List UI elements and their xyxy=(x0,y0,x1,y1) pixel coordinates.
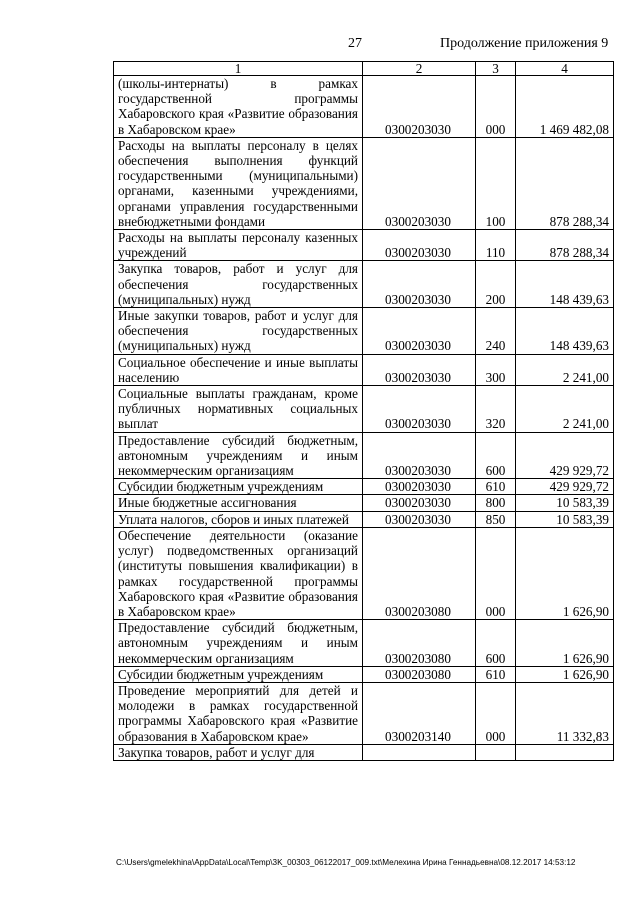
row-name-cell: Обеспечение деятельности (оказание услуг) подведомственных организаций (институты повышения квалификации) в рамках государственной программы Хабаровского края «Развитие образования в Хабаровском крае» xyxy=(114,527,363,619)
row-sum-cell: 10 583,39 xyxy=(516,495,614,511)
row-code-cell: 0300203030 xyxy=(363,230,476,261)
row-type-cell: 000 xyxy=(476,527,516,619)
row-type-cell: 000 xyxy=(476,682,516,744)
row-code-cell: 0300203030 xyxy=(363,308,476,355)
table-row xyxy=(114,76,614,138)
row-type-cell: 610 xyxy=(476,479,516,495)
row-sum-cell: 148 439,63 xyxy=(516,308,614,355)
row-name-cell: Расходы на выплаты персоналу в целях обеспечения выполнения функций государственными (муниципальными) органами, казенными учреждениями, органами управления государственными внебюджетными фондами xyxy=(114,137,363,229)
row-name-cell: Уплата налогов, сборов и иных платежей xyxy=(114,511,363,527)
table-row xyxy=(114,261,614,308)
row-name-cell: Иные бюджетные ассигнования xyxy=(114,495,363,511)
row-code-cell: 0300203030 xyxy=(363,354,476,385)
row-code-cell: 0300203140 xyxy=(363,682,476,744)
row-type-cell: 850 xyxy=(476,511,516,527)
table-row xyxy=(114,527,614,619)
row-name-cell: Субсидии бюджетным учреждениям xyxy=(114,666,363,682)
column-header: 2 xyxy=(363,62,476,76)
row-name-cell: Субсидии бюджетным учреждениям xyxy=(114,479,363,495)
row-sum-cell: 1 626,90 xyxy=(516,527,614,619)
row-sum-cell: 2 241,00 xyxy=(516,354,614,385)
row-type-cell: 300 xyxy=(476,354,516,385)
table-row xyxy=(114,432,614,479)
row-name-cell: Социальные выплаты гражданам, кроме публичных нормативных социальных выплат xyxy=(114,386,363,433)
table-row xyxy=(114,744,614,760)
table-row xyxy=(114,479,614,495)
row-sum-cell: 878 288,34 xyxy=(516,137,614,229)
row-name-cell: Иные закупки товаров, работ и услуг для обеспечения государственных (муниципальных) нужд xyxy=(114,308,363,355)
budget-table xyxy=(113,61,614,761)
row-name-cell: Закупка товаров, работ и услуг для обеспечения государственных (муниципальных) нужд xyxy=(114,261,363,308)
row-code-cell: 0300203080 xyxy=(363,666,476,682)
row-name-cell: Закупка товаров, работ и услуг для xyxy=(114,744,363,760)
table-row xyxy=(114,495,614,511)
row-sum-cell: 1 626,90 xyxy=(516,620,614,667)
row-name-cell: Проведение мероприятий для детей и молодежи в рамках государственной программы Хабаровского края «Развитие образования в Хабаровском крае» xyxy=(114,682,363,744)
appendix-caption: Продолжение приложения 9 xyxy=(440,36,609,51)
row-code-cell: 0300203030 xyxy=(363,511,476,527)
row-sum-cell: 429 929,72 xyxy=(516,432,614,479)
row-type-cell: 600 xyxy=(476,432,516,479)
row-type-cell: 100 xyxy=(476,137,516,229)
table-row xyxy=(114,682,614,744)
row-code-cell: 0300203080 xyxy=(363,620,476,667)
row-code-cell: 0300203030 xyxy=(363,386,476,433)
row-sum-cell: 1 469 482,08 xyxy=(516,76,614,138)
row-name-cell: Расходы на выплаты персоналу казенных учреждений xyxy=(114,230,363,261)
row-type-cell: 320 xyxy=(476,386,516,433)
row-sum-cell: 1 626,90 xyxy=(516,666,614,682)
row-sum-cell: 148 439,63 xyxy=(516,261,614,308)
table-row xyxy=(114,308,614,355)
row-sum-cell: 11 332,83 xyxy=(516,682,614,744)
row-type-cell: 000 xyxy=(476,76,516,138)
column-header-row xyxy=(114,62,614,76)
row-name-cell: (школы-интернаты) в рамках государственной программы Хабаровского края «Развитие образования в Хабаровском крае» xyxy=(114,76,363,138)
row-sum-cell: 878 288,34 xyxy=(516,230,614,261)
row-sum-cell: 10 583,39 xyxy=(516,511,614,527)
table-row xyxy=(114,666,614,682)
table-row xyxy=(114,511,614,527)
column-header: 4 xyxy=(516,62,614,76)
table-row xyxy=(114,230,614,261)
row-type-cell: 200 xyxy=(476,261,516,308)
row-sum-cell: 2 241,00 xyxy=(516,386,614,433)
row-type-cell: 610 xyxy=(476,666,516,682)
table-row xyxy=(114,620,614,667)
file-path-footer: C:\Users\gmelekhina\AppData\Local\Temp\3K_00303_06122017_009.txt\Мелехина Ирина Геннадьевна\08.12.2017 14:53:12 xyxy=(116,858,576,867)
column-header: 1 xyxy=(114,62,363,76)
row-name-cell: Предоставление субсидий бюджетным, автономным учреждениям и иным некоммерческим организациям xyxy=(114,432,363,479)
row-code-cell: 0300203030 xyxy=(363,261,476,308)
row-sum-cell xyxy=(516,744,614,760)
row-name-cell: Предоставление субсидий бюджетным, автономным учреждениям и иным некоммерческим организациям xyxy=(114,620,363,667)
page-number: 27 xyxy=(348,36,362,51)
row-code-cell: 0300203030 xyxy=(363,479,476,495)
table-row xyxy=(114,354,614,385)
row-code-cell: 0300203030 xyxy=(363,495,476,511)
row-type-cell: 800 xyxy=(476,495,516,511)
row-code-cell: 0300203030 xyxy=(363,76,476,138)
column-header: 3 xyxy=(476,62,516,76)
row-sum-cell: 429 929,72 xyxy=(516,479,614,495)
row-type-cell: 240 xyxy=(476,308,516,355)
row-type-cell xyxy=(476,744,516,760)
row-type-cell: 110 xyxy=(476,230,516,261)
row-type-cell: 600 xyxy=(476,620,516,667)
table-row xyxy=(114,137,614,229)
row-code-cell xyxy=(363,744,476,760)
table-row xyxy=(114,386,614,433)
row-code-cell: 0300203030 xyxy=(363,137,476,229)
row-name-cell: Социальное обеспечение и иные выплаты населению xyxy=(114,354,363,385)
row-code-cell: 0300203080 xyxy=(363,527,476,619)
row-code-cell: 0300203030 xyxy=(363,432,476,479)
